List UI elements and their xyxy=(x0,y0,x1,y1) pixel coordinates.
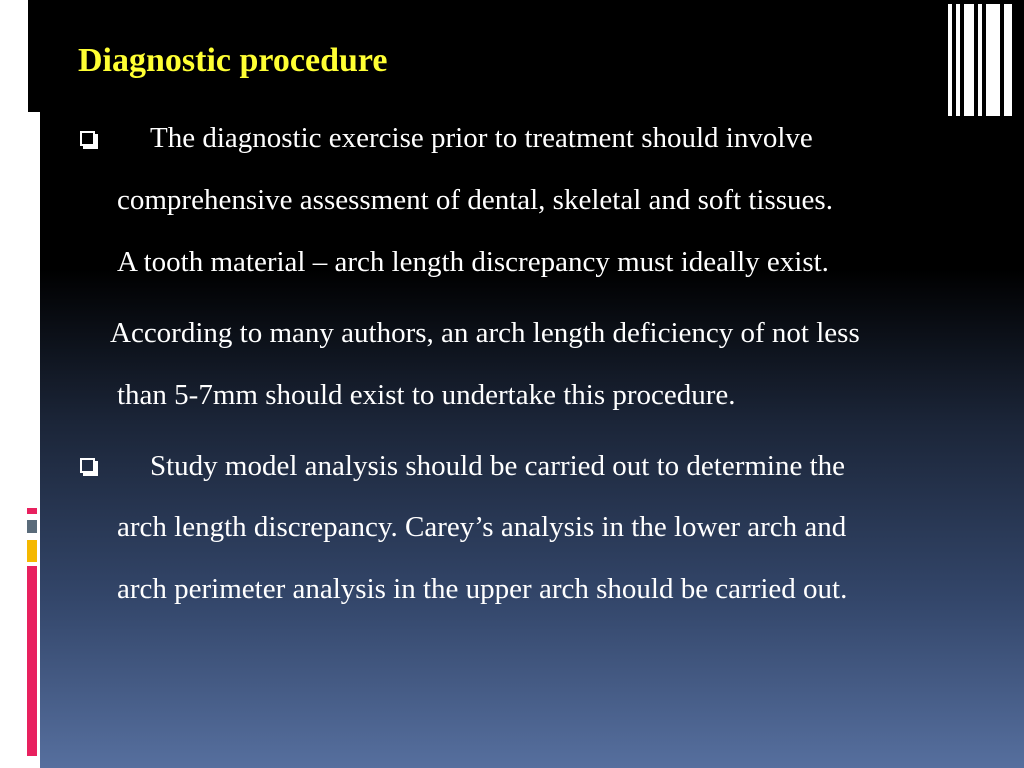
pink-accent-bar-small xyxy=(27,508,37,514)
gray-accent-bar xyxy=(27,520,37,533)
dark-accent-bar xyxy=(28,0,40,112)
pink-accent-bar-long xyxy=(27,566,37,756)
hollow-square-bullet-icon xyxy=(80,131,95,146)
bullet1-line2: comprehensive assessment of dental, skeletal and soft tissues. xyxy=(117,184,833,216)
hollow-square-bullet-icon xyxy=(80,458,95,473)
yellow-accent-bar xyxy=(27,540,37,562)
slide-title: Diagnostic procedure xyxy=(78,42,388,79)
window-lines-decoration-icon xyxy=(944,0,1024,118)
bullet1-line1: The diagnostic exercise prior to treatment should involve xyxy=(150,122,813,154)
paragraph-line1: According to many authors, an arch length deficiency of not less xyxy=(110,317,860,349)
bullet2-line2: arch length discrepancy. Carey’s analysis in the lower arch and xyxy=(117,511,847,543)
paragraph-line2: than 5-7mm should exist to undertake this procedure. xyxy=(117,379,736,411)
bullet2-line1: Study model analysis should be carried out to determine the xyxy=(150,450,846,482)
bullet1-line3: A tooth material – arch length discrepancy must ideally exist. xyxy=(117,246,829,278)
bullet2-line3: arch perimeter analysis in the upper arch should be carried out. xyxy=(117,573,848,605)
